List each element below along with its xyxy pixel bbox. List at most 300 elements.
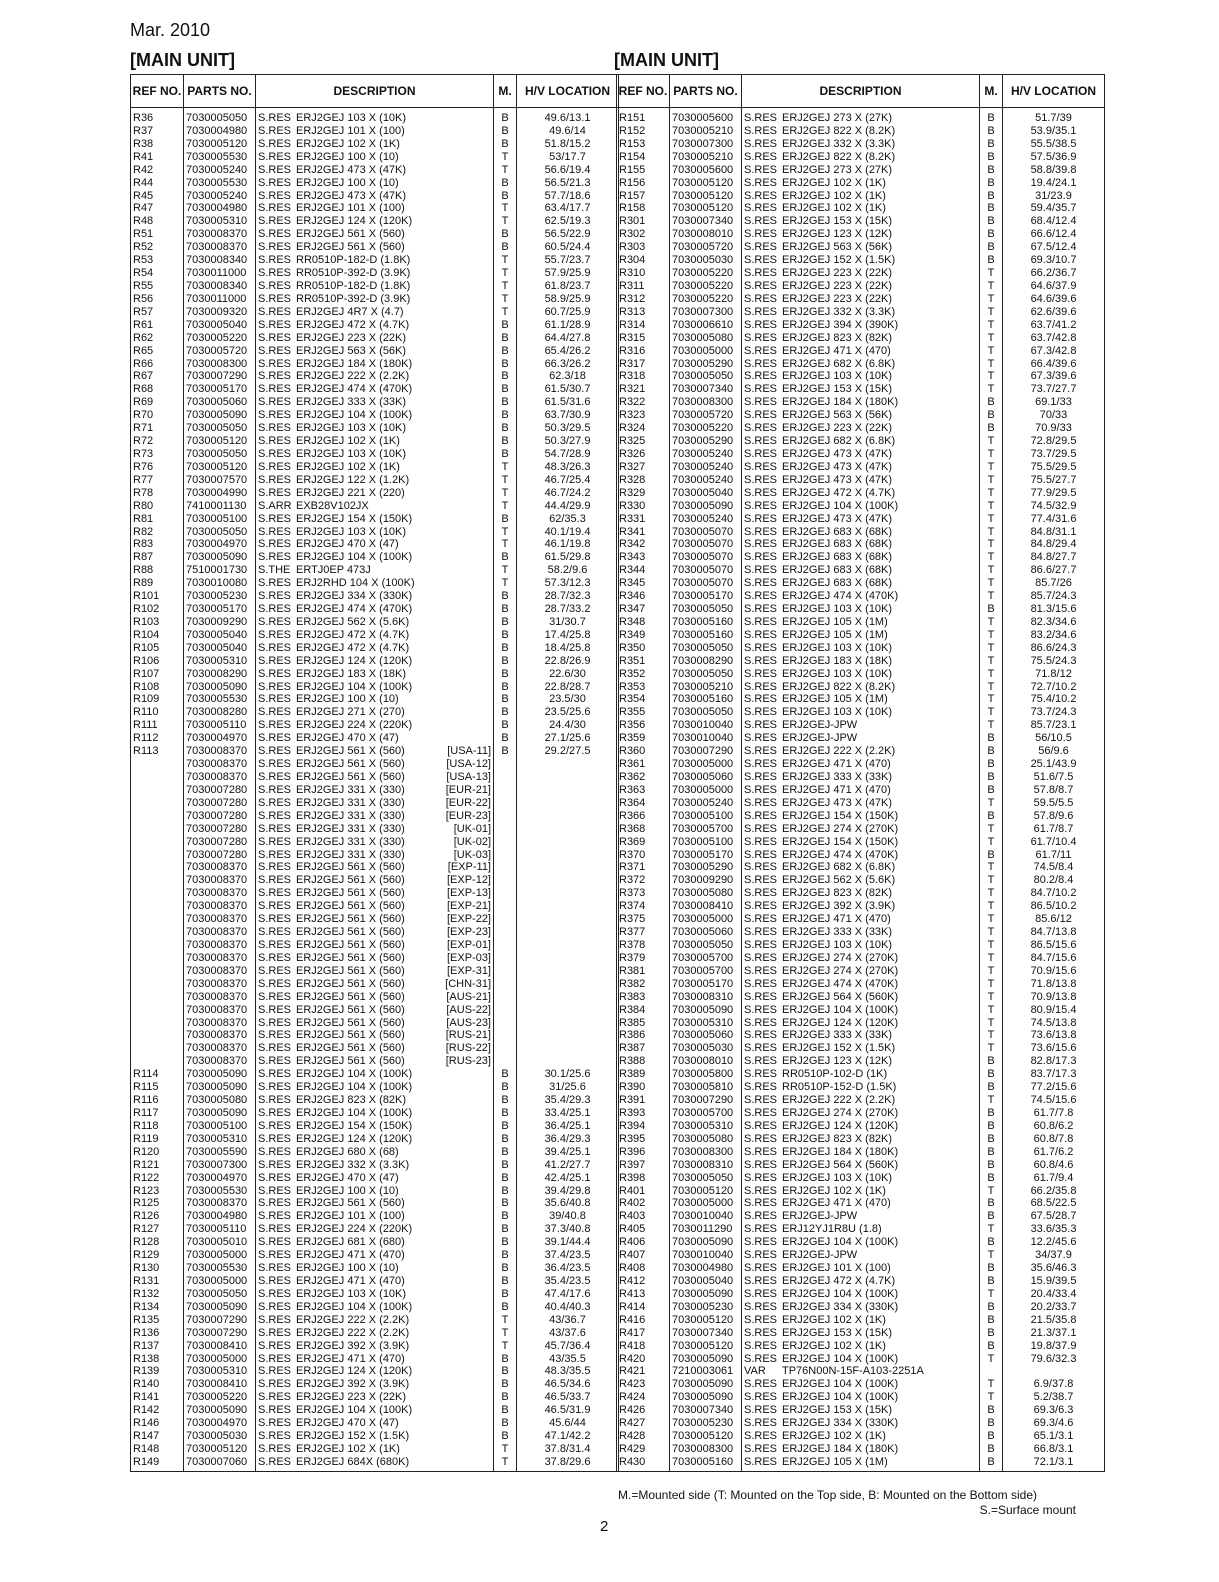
page-number: 2 [600, 1518, 609, 1535]
part-name: ERJ2GEJ 563 X (56K) [296, 344, 407, 357]
parts-no: 7030005050 [184, 108, 256, 125]
hv-location: 43/37.6 [517, 1327, 619, 1340]
part-type: S.RES [744, 1068, 778, 1081]
parts-no: 7030008370 [184, 939, 256, 952]
description [256, 771, 494, 784]
description [742, 1017, 980, 1030]
part-name: ERJ2GEJ 104 X (100K) [782, 1391, 899, 1404]
hv-location: 27.1/25.6 [517, 732, 619, 745]
description [742, 693, 980, 706]
part-name: ERJ2GEJ 472 X (4.7K) [782, 1274, 896, 1287]
parts-no: 7030005090 [184, 1081, 256, 1094]
description [742, 771, 980, 784]
mounted-side: B [494, 1262, 517, 1275]
parts-no: 7030005050 [670, 939, 742, 952]
table-row [131, 616, 619, 629]
description [256, 861, 494, 874]
part-type: S.RES [258, 279, 292, 292]
mounted-side: B [980, 125, 1003, 138]
mounted-side: B [980, 1430, 1003, 1443]
part-name: ERJ2GEJ 331 X (330) [296, 822, 405, 835]
hv-location: 75.5/24.3 [1003, 655, 1105, 668]
parts-no: 7030005110 [184, 719, 256, 732]
part-name: ERJ2GEJ 562 X (5.6K) [782, 874, 896, 887]
part-type: S.RES [744, 344, 778, 357]
region-code: [USA-11] [447, 745, 491, 758]
part-name: ERJ2GEJ 153 X (15K) [782, 1326, 893, 1339]
ref-no [131, 965, 184, 978]
hv-location: 57.8/8.7 [1003, 784, 1105, 797]
part-name: ERJ2GEJ 471 X (470) [296, 1249, 405, 1262]
part-name: ERJ2GEJ 564 X (560K) [782, 990, 899, 1003]
hv-location: 72.1/3.1 [1003, 1456, 1105, 1471]
part-type: S.RES [744, 1042, 778, 1055]
table-row [617, 474, 1105, 487]
mounted-side [494, 771, 517, 784]
part-name: ERJ2GEJ 154 X (150K) [782, 835, 899, 848]
description [256, 1197, 494, 1210]
part-type: S.RES [258, 654, 292, 667]
ref-no: R131 [133, 1274, 160, 1287]
table-row [131, 1275, 619, 1288]
hv-location: 47.4/17.6 [517, 1288, 619, 1301]
part-type: S.RES [744, 473, 778, 486]
hv-location: 77.4/31.6 [1003, 513, 1105, 526]
parts-no: 7030008370 [184, 771, 256, 784]
ref-no: R57 [133, 305, 154, 318]
description [742, 1223, 980, 1236]
part-name: ERJ2GEJ 471 X (470) [296, 1274, 405, 1287]
table-row [617, 202, 1105, 215]
description [256, 1185, 494, 1198]
description [742, 125, 980, 138]
part-name: ERJ2GEJ 823 X (82K) [782, 1132, 893, 1145]
table-row [617, 590, 1105, 603]
hv-location [517, 887, 619, 900]
part-type: S.RES [258, 1300, 292, 1313]
parts-no: 7030004970 [184, 1417, 256, 1430]
hv-location: 74.5/32.9 [1003, 500, 1105, 513]
ref-no: R68 [133, 383, 154, 396]
ref-no: R115 [133, 1081, 159, 1094]
part-type: S.RES [744, 267, 778, 280]
table-row [131, 590, 619, 603]
part-name: ERJ2GEJ 124 X (120K) [296, 215, 413, 228]
parts-no: 7030008410 [670, 900, 742, 913]
hv-location: 17.4/25.8 [517, 629, 619, 642]
part-type: S.RES [744, 783, 778, 796]
hv-location: 79.6/32.3 [1003, 1353, 1105, 1366]
mounted-side: B [494, 138, 517, 151]
ref-no: R38 [133, 137, 154, 150]
table-row [617, 358, 1105, 371]
part-name: ERJ2GEJ 561 X (560) [296, 1003, 405, 1016]
table-row [131, 474, 619, 487]
part-name: ERJ2GEJ 561 X (560) [296, 228, 405, 241]
ref-no: R157 [619, 189, 646, 202]
ref-no: R424 [619, 1391, 646, 1404]
ref-no: R54 [133, 267, 154, 280]
parts-no: 7030005070 [670, 538, 742, 551]
ref-no: R330 [619, 499, 646, 512]
part-name: ERJ2GEJ 103 X (10K) [782, 667, 893, 680]
parts-no: 7030005050 [670, 668, 742, 681]
part-type: S.RES [258, 603, 292, 616]
hv-location: 59.4/35.7 [1003, 202, 1105, 215]
hv-location [517, 1055, 619, 1068]
description [256, 681, 494, 694]
part-name: ERJ2GEJ 334 X (330K) [296, 590, 413, 603]
part-type: S.RES [258, 486, 292, 499]
mounted-side: T [494, 564, 517, 577]
parts-no: 7030005600 [670, 108, 742, 125]
part-type: S.RES [744, 1081, 778, 1094]
ref-no: R55 [133, 279, 154, 292]
ref-no: R127 [133, 1223, 160, 1236]
part-name: ERJ2GEJ 561 X (560) [296, 1055, 405, 1068]
parts-no: 7030005100 [184, 513, 256, 526]
hv-location: 37.8/29.6 [517, 1456, 619, 1471]
table-row [131, 952, 619, 965]
description [742, 1172, 980, 1185]
parts-no: 7030008280 [184, 706, 256, 719]
part-name: ERJ2GEJ 473 X (47K) [782, 796, 893, 809]
part-type: S.RES [258, 1249, 292, 1262]
parts-no: 7030005170 [184, 383, 256, 396]
mounted-side [494, 1017, 517, 1030]
ref-no: R87 [133, 551, 154, 564]
parts-no: 7030005220 [670, 280, 742, 293]
part-type: S.RES [744, 822, 778, 835]
part-name: ERJ2GEJ 472 X (4.7K) [782, 486, 896, 499]
hv-location: 20.4/33.4 [1003, 1288, 1105, 1301]
table-row [131, 1327, 619, 1340]
hv-location: 39.1/44.4 [517, 1236, 619, 1249]
table-row [131, 655, 619, 668]
description [742, 1262, 980, 1275]
part-type: S.RES [744, 241, 778, 254]
description [256, 900, 494, 913]
table-row [617, 1133, 1105, 1146]
hv-location: 67.5/12.4 [1003, 241, 1105, 254]
hv-location: 51.8/15.2 [517, 138, 619, 151]
col-desc: DESCRIPTION [742, 75, 980, 108]
part-name: ERJ2GEJ 103 X (10K) [782, 706, 893, 719]
ref-no: R36 [133, 112, 154, 124]
part-name: ERJ2GEJ 331 X (330) [296, 796, 405, 809]
part-type: S.RES [258, 1106, 292, 1119]
parts-no: 7030005230 [670, 1417, 742, 1430]
part-name: ERJ2GEJ 683 X (68K) [782, 525, 893, 538]
table-row [617, 332, 1105, 345]
part-name: ERJ2GEJ 104 X (100K) [296, 1300, 413, 1313]
hv-location: 69.3/6.3 [1003, 1404, 1105, 1417]
description [256, 448, 494, 461]
parts-no: 7030005310 [670, 1120, 742, 1133]
mounted-side: B [980, 745, 1003, 758]
ref-no: R327 [619, 460, 646, 473]
table-row [131, 151, 619, 164]
part-type: S.RES [744, 951, 778, 964]
part-name: ERJ2GEJ 471 X (470) [782, 783, 891, 796]
table-row [617, 1340, 1105, 1353]
parts-no: 7030011000 [184, 293, 256, 306]
table-row [617, 1017, 1105, 1030]
part-type: S.RES [258, 641, 292, 654]
description [742, 1456, 980, 1471]
table-row [131, 1456, 619, 1471]
description [256, 1133, 494, 1146]
hv-location: 62.6/39.6 [1003, 306, 1105, 319]
col-ref: REF NO. [131, 75, 184, 108]
description [256, 1378, 494, 1391]
part-type: S.RES [744, 654, 778, 667]
parts-table-right [616, 74, 1105, 1472]
ref-no: R381 [619, 964, 646, 977]
part-name: ERJ2GEJ 563 X (56K) [782, 241, 893, 254]
part-name: RR0510P-152-D (1.5K) [782, 1081, 897, 1094]
table-row [131, 629, 619, 642]
table-row [131, 513, 619, 526]
parts-no: 7030009290 [184, 616, 256, 629]
part-type: S.RES [258, 990, 292, 1003]
part-type: S.RES [744, 357, 778, 370]
ref-no: R47 [133, 202, 154, 215]
ref-no [131, 797, 184, 810]
description [256, 551, 494, 564]
part-name: ERJ2GEJ 104 X (100K) [782, 1378, 899, 1391]
parts-no: 7030005310 [670, 1017, 742, 1030]
mounted-side: T [980, 500, 1003, 513]
description [256, 797, 494, 810]
ref-no: R156 [619, 176, 646, 189]
part-type: S.RES [258, 1430, 292, 1443]
hv-location: 12.2/45.6 [1003, 1236, 1105, 1249]
hv-location: 44.4/29.9 [517, 500, 619, 513]
mounted-side: B [494, 1249, 517, 1262]
part-type: S.RES [258, 1391, 292, 1404]
mounted-side: T [980, 900, 1003, 913]
description [742, 319, 980, 332]
part-type: S.RES [744, 861, 778, 874]
part-name: ERJ2GEJ 124 X (120K) [782, 1119, 899, 1132]
ref-no: R70 [133, 409, 154, 422]
ref-no: R113 [133, 745, 159, 758]
parts-no: 7030005240 [670, 474, 742, 487]
part-type: S.RES [744, 977, 778, 990]
hv-location: 46.1/19.8 [517, 538, 619, 551]
description [742, 254, 980, 267]
description [256, 293, 494, 306]
part-name: ERJ2GEJ 104 X (100K) [296, 1106, 413, 1119]
parts-no: 7030005100 [184, 1120, 256, 1133]
part-type: S.RES [744, 383, 778, 396]
ref-no: R71 [133, 422, 154, 435]
parts-no: 7030008370 [184, 758, 256, 771]
ref-no: R349 [619, 628, 646, 641]
table-row [617, 668, 1105, 681]
ref-no: R37 [133, 124, 154, 137]
hv-location: 61.5/29.8 [517, 551, 619, 564]
mounted-side: B [980, 1327, 1003, 1340]
hv-location: 57.5/36.9 [1003, 151, 1105, 164]
part-type: S.RES [744, 809, 778, 822]
description [256, 1353, 494, 1366]
parts-no: 7030007290 [670, 745, 742, 758]
table-row [617, 293, 1105, 306]
description [256, 926, 494, 939]
region-code: [USA-13] [446, 771, 491, 784]
mounted-side: T [980, 332, 1003, 345]
description [256, 1301, 494, 1314]
mounted-side [494, 874, 517, 887]
table-row [617, 1159, 1105, 1172]
parts-no: 7030005170 [670, 978, 742, 991]
mounted-side: T [980, 358, 1003, 371]
ref-no: R408 [619, 1262, 646, 1275]
description [256, 1081, 494, 1094]
mounted-side: B [494, 1288, 517, 1301]
parts-no: 7030005160 [670, 616, 742, 629]
ref-no: R375 [619, 913, 646, 926]
parts-no: 7030007280 [184, 797, 256, 810]
description [742, 1378, 980, 1391]
hv-location [517, 939, 619, 952]
part-name: ERJ2GEJ 104 X (100K) [296, 1404, 413, 1417]
part-name: ERJ2GEJ 822 X (8.2K) [782, 124, 896, 137]
part-type: S.RES [258, 977, 292, 990]
mounted-side: B [980, 177, 1003, 190]
mounted-side [494, 836, 517, 849]
ref-no: R147 [133, 1430, 160, 1443]
description [742, 577, 980, 590]
part-type: S.RES [744, 667, 778, 680]
mounted-side: T [494, 280, 517, 293]
mounted-side: B [494, 616, 517, 629]
part-type: S.RES [744, 1404, 778, 1417]
description [256, 874, 494, 887]
table-row [131, 241, 619, 254]
hv-location: 85.6/12 [1003, 913, 1105, 926]
hv-location: 61.7/11 [1003, 849, 1105, 862]
hv-location: 53.9/35.1 [1003, 125, 1105, 138]
description [742, 1340, 980, 1353]
part-type: S.RES [258, 124, 292, 137]
mounted-side: B [494, 1133, 517, 1146]
mounted-side: T [980, 526, 1003, 539]
parts-no: 7030005240 [670, 513, 742, 526]
parts-no: 7030005060 [184, 396, 256, 409]
part-type: S.RES [744, 112, 778, 124]
part-name: ERJ2GEJ 561 X (560) [296, 1197, 405, 1210]
parts-no: 7030005050 [670, 370, 742, 383]
hv-location: 68.5/22.5 [1003, 1197, 1105, 1210]
parts-no: 7030005700 [670, 1107, 742, 1120]
part-name: ERJ2GEJ 184 X (180K) [782, 396, 899, 409]
part-type: S.RES [744, 719, 778, 732]
ref-no: R323 [619, 409, 646, 422]
hv-location: 31/30.7 [517, 616, 619, 629]
mounted-side: T [980, 448, 1003, 461]
mounted-side: B [980, 1120, 1003, 1133]
table-row [617, 383, 1105, 396]
part-name: ERJ2GEJ 152 X (1.5K) [296, 1430, 410, 1443]
table-row [131, 108, 619, 125]
part-name: ERJ2GEJ 392 X (3.9K) [782, 900, 896, 913]
ref-no: R312 [619, 292, 646, 305]
hv-location [517, 784, 619, 797]
hv-location: 23.5/30 [517, 693, 619, 706]
table-row [617, 1301, 1105, 1314]
table-row [131, 526, 619, 539]
description [256, 1107, 494, 1120]
mounted-side: B [980, 1055, 1003, 1068]
mounted-side: B [494, 668, 517, 681]
table-row [131, 913, 619, 926]
part-type: S.RES [744, 1171, 778, 1184]
parts-no: 7030008300 [670, 396, 742, 409]
mounted-side: T [980, 642, 1003, 655]
description [742, 241, 980, 254]
ref-no: R56 [133, 292, 154, 305]
part-name: ERJ2GEJ 822 X (8.2K) [782, 680, 896, 693]
mounted-side: B [494, 1275, 517, 1288]
table-row [131, 900, 619, 913]
part-type: S.RES [744, 124, 778, 137]
part-type: S.RES [258, 1068, 292, 1081]
col-loc: H/V LOCATION [517, 75, 619, 108]
part-name: ERJ2GEJ 561 X (560) [296, 241, 405, 254]
mounted-side [494, 797, 517, 810]
parts-no: 7030005120 [184, 138, 256, 151]
mounted-side: B [494, 1159, 517, 1172]
table-row [131, 564, 619, 577]
ref-no: R128 [133, 1236, 160, 1249]
description [256, 280, 494, 293]
mounted-side: B [980, 1404, 1003, 1417]
hv-location: 31/25.6 [517, 1081, 619, 1094]
hv-location: 82.3/34.6 [1003, 616, 1105, 629]
part-type: S.RES [744, 887, 778, 900]
description [742, 590, 980, 603]
hv-location: 56/9.6 [1003, 745, 1105, 758]
hv-location: 66.2/35.8 [1003, 1185, 1105, 1198]
description [742, 513, 980, 526]
description [256, 642, 494, 655]
part-type: S.RES [258, 706, 292, 719]
description [742, 1404, 980, 1417]
ref-no: R393 [619, 1106, 646, 1119]
parts-no: 7030008010 [670, 228, 742, 241]
part-type: S.RES [258, 628, 292, 641]
part-name: ERJ2GEJ 561 X (560) [296, 977, 405, 990]
part-type: S.RES [258, 1132, 292, 1145]
part-type: S.RES [258, 887, 292, 900]
ref-no: R342 [619, 538, 646, 551]
part-name: ERJ2GEJ 222 X (2.2K) [296, 370, 410, 383]
mounted-side: B [980, 1340, 1003, 1353]
region-code: [EUR-21] [445, 783, 491, 796]
ref-no: R359 [619, 732, 646, 745]
parts-no: 7030008340 [184, 254, 256, 267]
ref-no: R348 [619, 615, 646, 628]
mounted-side: T [980, 280, 1003, 293]
table-row [131, 1042, 619, 1055]
ref-no: R304 [619, 254, 646, 267]
part-name: ERJ2GEJ 183 X (18K) [296, 667, 407, 680]
part-type: S.RES [744, 1184, 778, 1197]
description [256, 1029, 494, 1042]
